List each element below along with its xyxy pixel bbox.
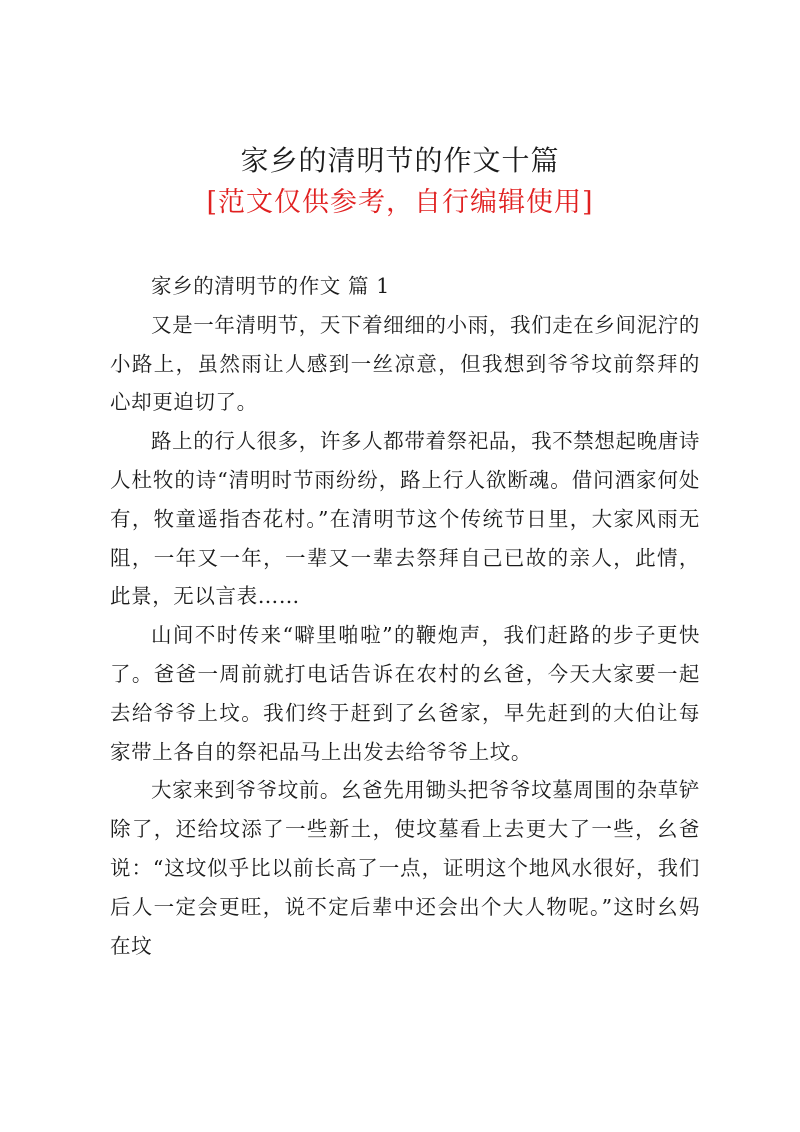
section-heading: 家乡的清明节的作文 篇 1: [151, 274, 390, 298]
paragraph-2: 路上的行人很多，许多人都带着祭祀品，我不禁想起晚唐诗人杜牧的诗“清明时节雨纷纷，路上行人欲断魂。借问酒家何处有，牧童遥指杏花村。”在清明节这个传统节日里，大家风雨无阻，一年又一年，一辈又一辈去祭拜自己已故的亲人，此情，此景，无以言表……: [110, 429, 700, 609]
document-body: [110, 267, 700, 965]
paragraph-4: 大家来到爷爷坟前。幺爸先用锄头把爷爷坟墓周围的杂草铲除了，还给坟添了一些新土，使坟墓看上去更大了一些，幺爸说：“这坟似乎比以前长高了一点，证明这个地风水很好，我们后人一定会更旺，说不定后辈中还会出个大人物呢。”这时幺妈在坟: [110, 778, 700, 958]
paragraph-3: 山间不时传来“噼里啪啦”的鞭炮声，我们赶路的步子更快了。爸爸一周前就打电话告诉在农村的幺爸，今天大家要一起去给爷爷上坟。我们终于赶到了幺爸家，早先赶到的大伯让每家带上各自的祭祀品马上出发去给爷爷上坟。: [110, 623, 700, 764]
page-title: 家乡的清明节的作文十篇: [240, 144, 560, 177]
page-subtitle: [范文仅供参考，自行编辑使用]: [206, 187, 594, 218]
paragraph-1: 又是一年清明节，天下着细细的小雨，我们走在乡间泥泞的小路上，虽然雨让人感到一丝凉意，但我想到爷爷坟前祭拜的心却更迫切了。: [110, 312, 700, 415]
